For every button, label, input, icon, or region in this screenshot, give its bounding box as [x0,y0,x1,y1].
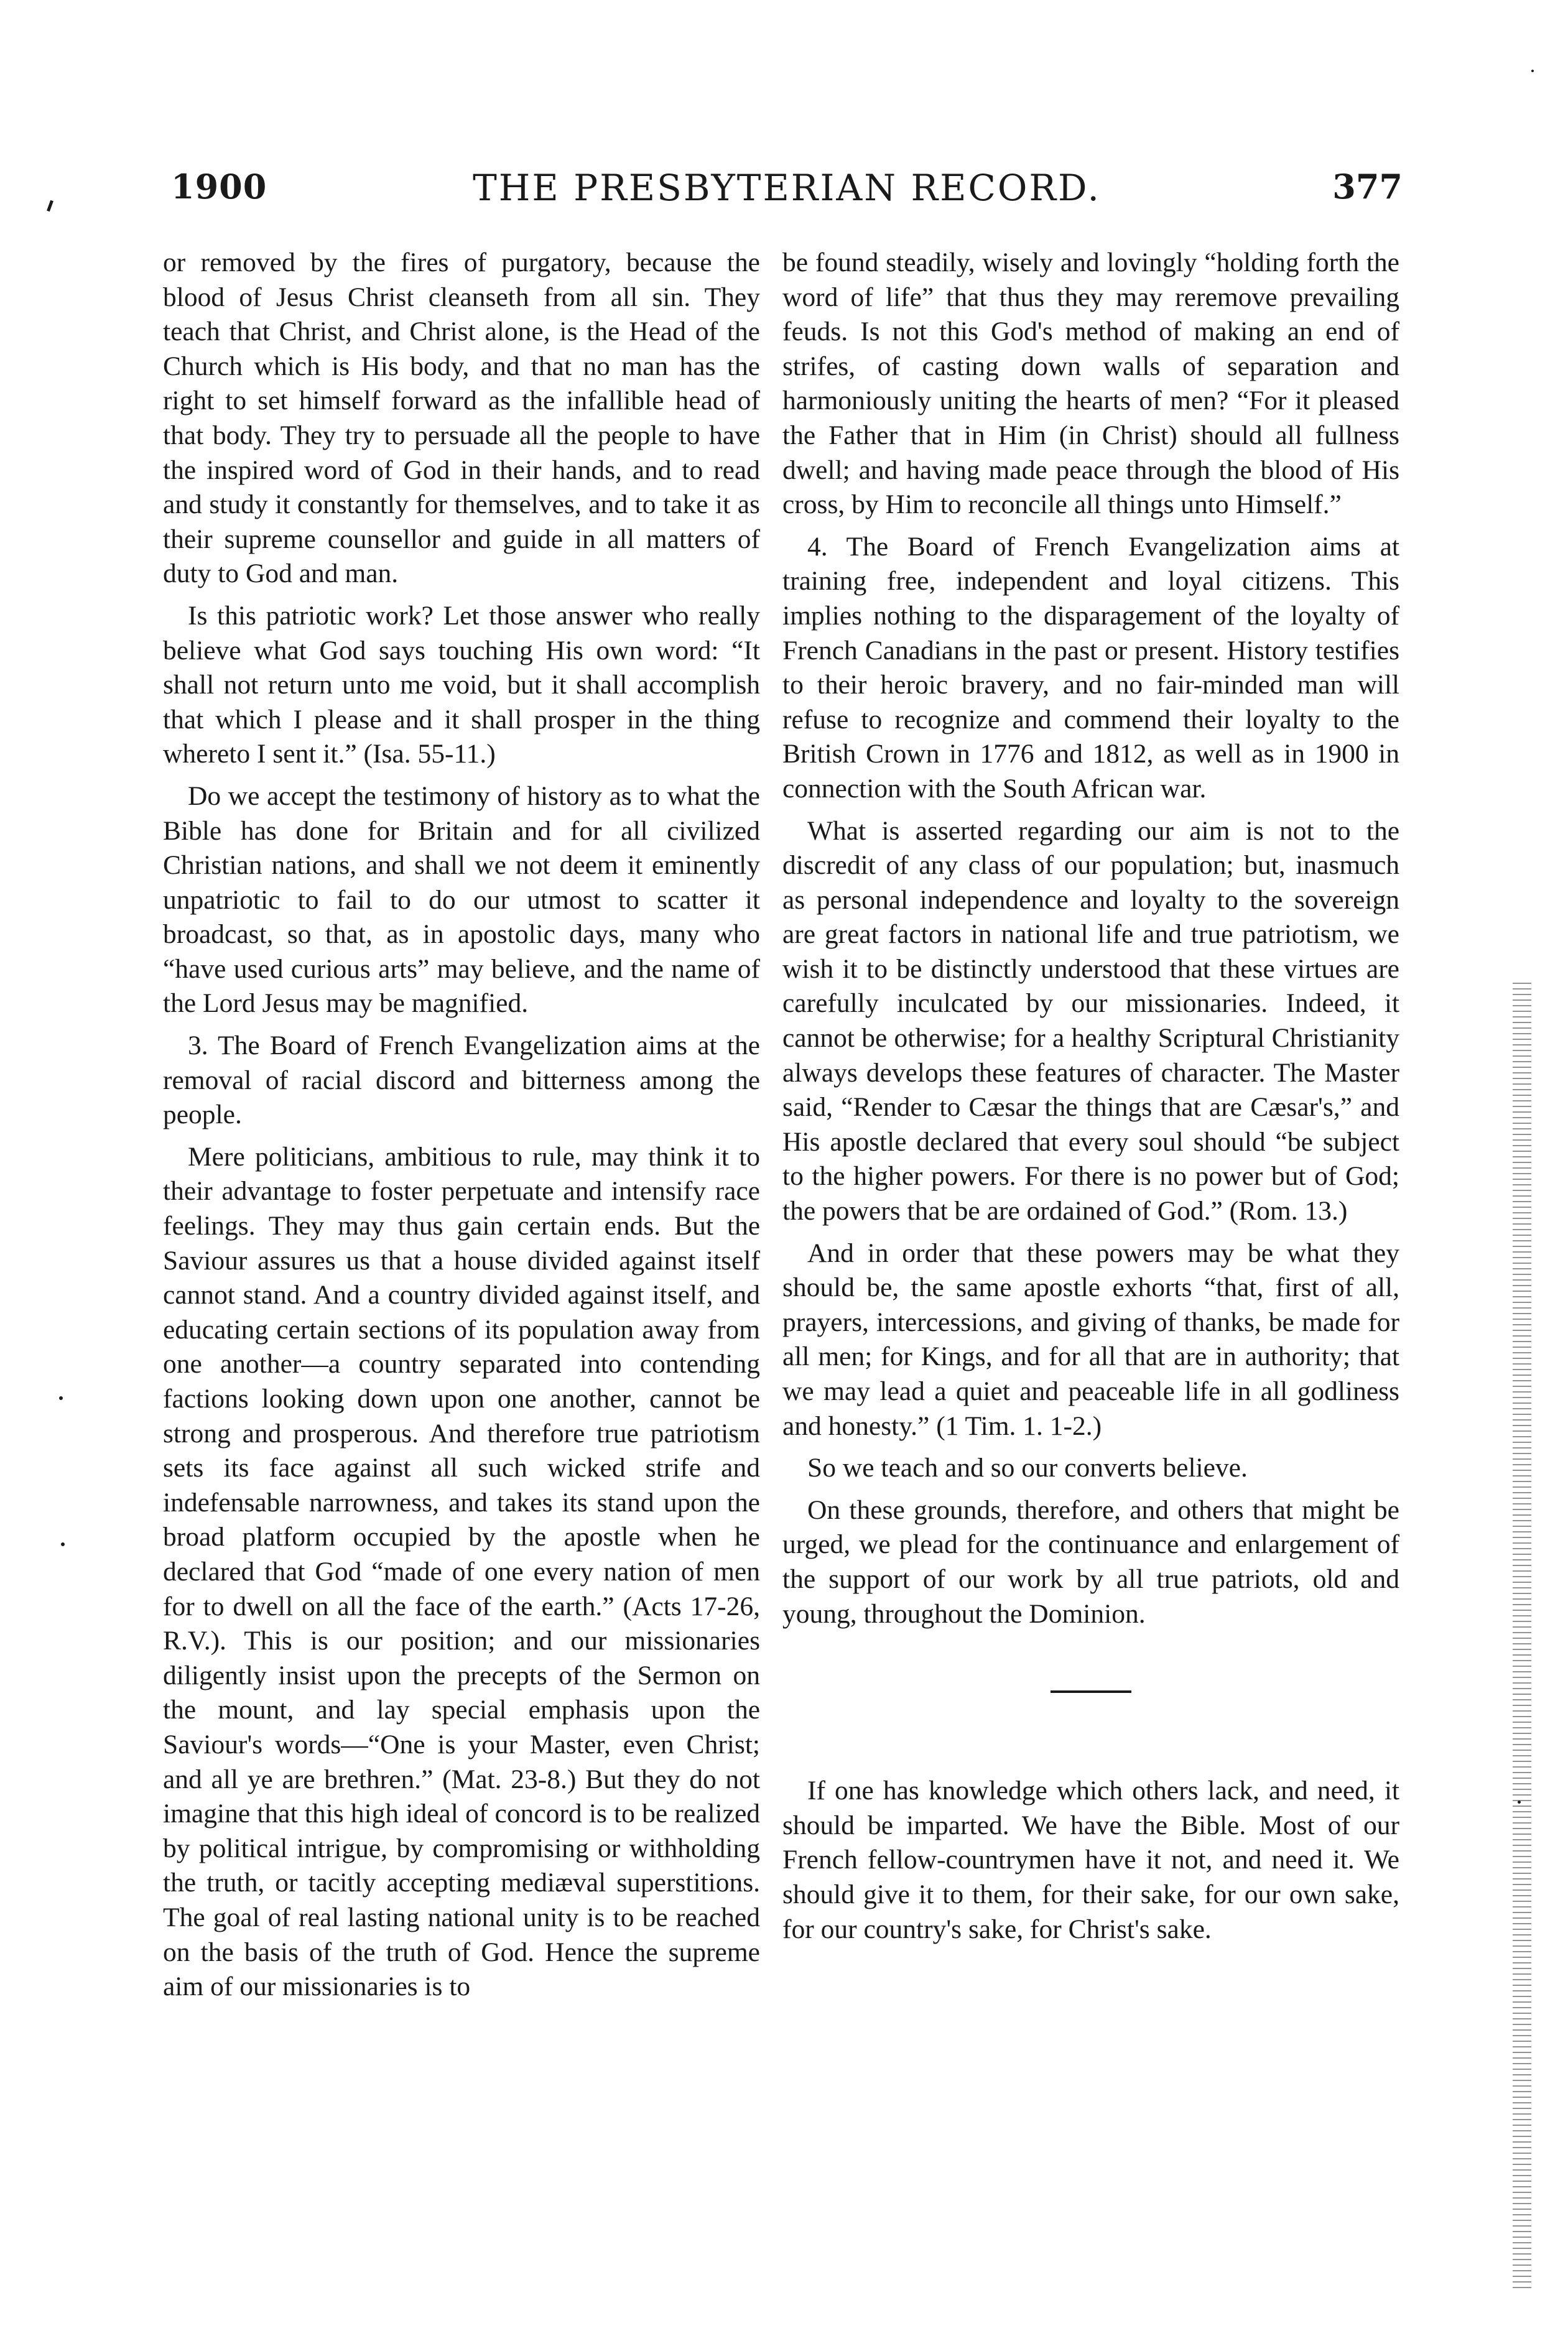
paragraph: 3. The Board of French Evangelization aims at the removal of racial discord and bitterness among the people. [163,1031,760,1130]
paragraph: What is asserted regarding our aim is not to the discredit of any class of our population; but, inasmuch as personal independence and loyalty to the sovereign are great factors in national life and true patriotism, we wish it to be distinctly understood that these virtues are carefully inculcated by our missionaries. Indeed, it cannot be otherwise; for a healthy Scriptural Christianity always develops these features of character. The Master said, “Render to Cæsar the things that are Cæsar's,” and His apostle declared that every soul should “be subject to the higher powers. For there is no power but of God; the powers that be are ordained of God.” (Rom. 13.) [782,815,1399,1226]
closing-paragraph: If one has knowledge which others lack, and need, it should be imparted. We have the Bible. Most of our French fellow-countrymen have it not, and need it. We should give it to them, for their sake, for our own sake, for our country's sake, for Christ's sake. [782,1776,1399,1944]
publication-title: THE PRESBYTERIAN RECORD. [473,167,1101,209]
paragraph: And in order that these powers may be what they should be, the same apostle exhorts “that, first of all, prayers, intercessions, and giving of thanks, be made for all men; for Kings, and for all that are in authority; that we may lead a quiet and peaceable life in all godliness and honesty.” (1 Tim. 1. 1-2.) [782,1238,1399,1441]
left-column [163,246,760,2012]
paragraph: So we teach and so our converts believe. [807,1453,1248,1483]
margin-tick [47,200,53,212]
section-divider [1051,1690,1131,1693]
page-number: 377 [1332,167,1403,206]
right-column [782,246,1399,1954]
margin-dot [59,1396,63,1400]
paragraph: Do we accept the testimony of history as to what the Bible has done for Britain and for all civilized Christian nations, and shall we not deem it eminently unpatriotic to fail to do our utmost to scatter it broadcast, so that, as in apostolic days, many who “have used curious arts” may believe, and the name of the Lord Jesus may be magnified. [163,781,760,1019]
margin-dot [61,1542,65,1546]
page-header [171,167,1403,223]
paragraph: 4. The Board of French Evangelization aims at training free, independent and loyal citizens. This implies nothing to the disparagement of the loyalty of French Canadians in the past or present. History testifies to their heroic bravery, and no fair-minded man will refuse to recognize and commend their loyalty to the British Crown in 1776 and 1812, as well as in 1900 in connection with the South African war. [782,531,1399,804]
margin-dot [1531,70,1534,72]
paragraph: or removed by the fires of purgatory, because the blood of Jesus Christ cleanseth from all sin. They teach that Christ, and Christ alone, is the Head of the Church which is His body, and that no man has the right to set himself forward as the infallible head of that body. They try to persuade all the people to have the inspired word of God in their hands, and to read and study it constantly for themselves, and to take it as their supreme counsellor and guide in all matters of duty to God and man. [163,248,760,589]
paragraph: On these grounds, therefore, and others that might be urged, we plead for the continuance and enlargement of the support of our work by all true patriots, old and young, throughout the Dominion. [782,1495,1399,1629]
scan-edge-artifact [1513,983,1531,2289]
paragraph: Mere politicians, ambitious to rule, may think it to their advantage to foster perpetuate and intensify race feelings. They may thus gain certain ends. But the Saviour assures us that a house divided against itself cannot stand. And a country divided against itself, and educating certain sections of its population away from one another—a country separated into contending factions looking down upon one another, cannot be strong and prosperous. And therefore true patriotism sets its face against all such wicked strife and indefensable narrowness, and takes its stand upon the broad platform occupied by the apostle when he declared that God “made of one every nation of men for to dwell on all the face of the earth.” (Acts 17-26, R.V.). This is our position; and our missionaries diligently insist upon the precepts of the Sermon on the mount, and lay special emphasis upon the Saviour's words—“One is your Master, even Christ; and all ye are brethren.” (Mat. 23-8.) But they do not imagine that this high ideal of concord is to be realized by political intrigue, by compromising or withholding the truth, or tacitly accepting mediæval superstitions. The goal of real lasting national unity is to be reached on the basis of the truth of God. Hence the supreme aim of our missionaries is to [163,1141,760,2002]
paragraph: be found steadily, wisely and lovingly “holding forth the word of life” that thus they may reremove prevailing feuds. Is not this God's method of making an end of strifes, of casting down walls of separation and harmoniously uniting the hearts of men? “For it pleased the Father that in Him (in Christ) should all fullness dwell; and having made peace through the blood of His cross, by Him to reconcile all things unto Himself.” [782,248,1399,520]
header-year: 1900 [171,167,267,206]
paragraph: Is this patriotic work? Let those answer who really believe what God says touching His own word: “It shall not return unto me void, but it shall accomplish that which I please and it shall prosper in the thing whereto I sent it.” (Isa. 55-11.) [163,600,760,769]
